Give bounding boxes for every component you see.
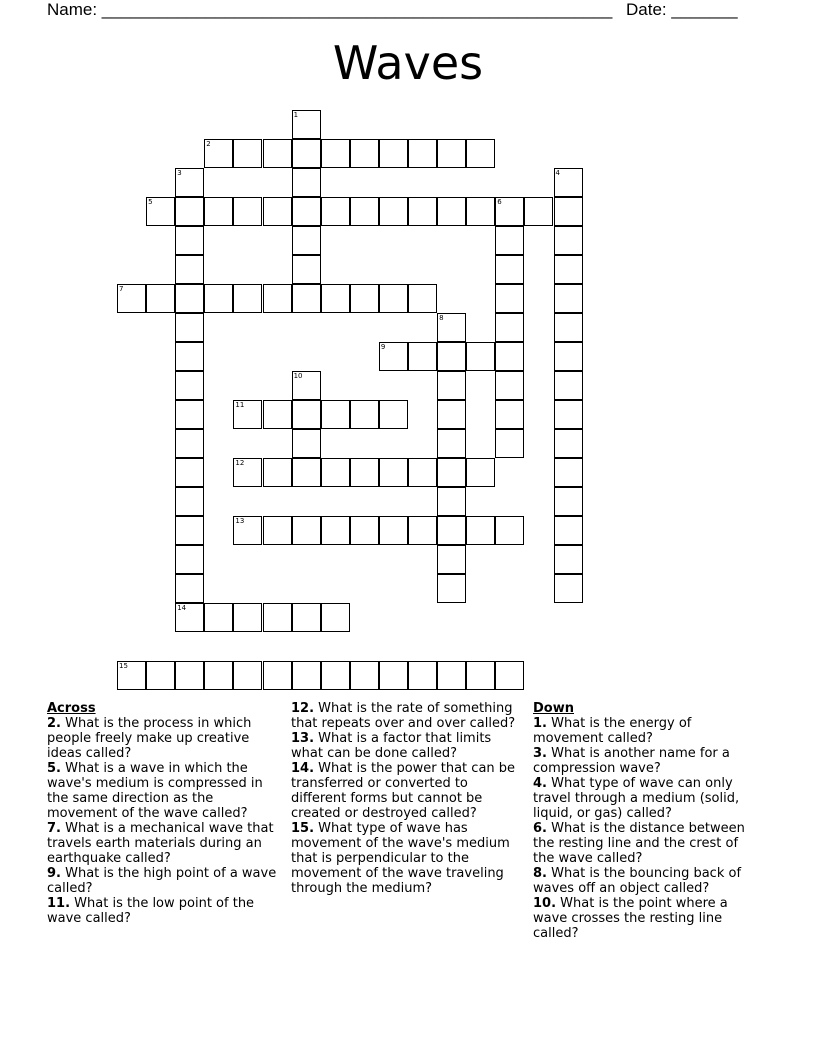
grid-cell[interactable] <box>292 458 321 487</box>
clue-text: What is the high point of a wave called? <box>47 866 277 896</box>
grid-cell[interactable] <box>263 400 292 429</box>
clue <box>291 761 521 821</box>
grid-cell[interactable] <box>379 458 408 487</box>
grid-cell[interactable] <box>292 255 321 284</box>
clue-text: What is the energy of movement called? <box>533 716 692 746</box>
clue-text: What is another name for a compression wave? <box>533 746 730 776</box>
grid-cell[interactable] <box>204 284 233 313</box>
clue-number: 8 <box>439 314 444 322</box>
clue-number: 13. <box>291 731 315 746</box>
grid-cell[interactable] <box>321 516 350 545</box>
grid-cell[interactable] <box>233 603 262 632</box>
clue-number: 14 <box>177 604 187 612</box>
grid-cell[interactable] <box>408 342 437 371</box>
grid-cell[interactable] <box>175 487 204 516</box>
clue-number: 1. <box>533 716 547 731</box>
grid-cell[interactable] <box>233 516 262 545</box>
grid-cell[interactable] <box>495 284 524 313</box>
grid-cell[interactable] <box>117 284 146 313</box>
grid-cell[interactable] <box>175 255 204 284</box>
clue <box>533 866 763 896</box>
clue <box>291 701 521 731</box>
grid-cell[interactable] <box>292 603 321 632</box>
grid-cell[interactable] <box>437 400 466 429</box>
grid-cell[interactable] <box>495 255 524 284</box>
grid-cell[interactable] <box>554 313 583 342</box>
grid-cell[interactable] <box>321 458 350 487</box>
clue-number: 4 <box>555 169 560 177</box>
grid-cell[interactable] <box>495 313 524 342</box>
clue-text: What is the process in which people freely make up creative ideas called? <box>47 716 252 761</box>
grid-cell[interactable] <box>466 342 495 371</box>
grid-cell[interactable] <box>466 516 495 545</box>
across-clues-col2 <box>291 701 521 896</box>
grid-cell[interactable] <box>437 429 466 458</box>
grid-cell[interactable] <box>554 458 583 487</box>
name-field[interactable]: Name: ______________________________________________________ <box>47 0 613 19</box>
grid-cell[interactable] <box>263 458 292 487</box>
grid-cell[interactable] <box>408 458 437 487</box>
grid-cell[interactable] <box>204 603 233 632</box>
clue <box>47 896 285 926</box>
grid-cell[interactable] <box>233 661 262 690</box>
grid-cell[interactable] <box>350 197 379 226</box>
grid-cell[interactable] <box>408 197 437 226</box>
grid-cell[interactable] <box>175 313 204 342</box>
grid-cell[interactable] <box>175 516 204 545</box>
grid-cell[interactable] <box>379 516 408 545</box>
grid-cell[interactable] <box>554 342 583 371</box>
grid-cell[interactable] <box>350 458 379 487</box>
clue-number: 4. <box>533 776 547 791</box>
clue <box>291 821 521 896</box>
clue <box>47 866 285 896</box>
grid-cell[interactable] <box>379 400 408 429</box>
clue-number: 3. <box>533 746 547 761</box>
grid-cell[interactable] <box>495 516 524 545</box>
grid-cell[interactable] <box>466 458 495 487</box>
grid-cell[interactable] <box>175 168 204 197</box>
grid-cell[interactable] <box>292 371 321 400</box>
grid-cell[interactable] <box>292 168 321 197</box>
grid-cell[interactable] <box>233 284 262 313</box>
clue <box>291 731 521 761</box>
clue-number: 8. <box>533 866 547 881</box>
grid-cell[interactable] <box>466 661 495 690</box>
clue-number: 5. <box>47 761 61 776</box>
grid-cell[interactable] <box>554 545 583 574</box>
grid-cell[interactable] <box>233 400 262 429</box>
grid-cell[interactable] <box>524 197 553 226</box>
grid-cell[interactable] <box>292 110 321 139</box>
clue-text: What is the rate of something that repeats over and over called? <box>291 701 516 731</box>
grid-cell[interactable] <box>408 139 437 168</box>
grid-cell[interactable] <box>379 342 408 371</box>
grid-cell[interactable] <box>495 661 524 690</box>
grid-cell[interactable] <box>350 139 379 168</box>
clue-number: 2. <box>47 716 61 731</box>
grid-cell[interactable] <box>292 139 321 168</box>
grid-cell[interactable] <box>321 661 350 690</box>
grid-cell[interactable] <box>554 255 583 284</box>
grid-cell[interactable] <box>292 226 321 255</box>
grid-cell[interactable] <box>437 545 466 574</box>
clue <box>533 821 763 866</box>
grid-cell[interactable] <box>263 516 292 545</box>
grid-cell[interactable] <box>554 284 583 313</box>
grid-cell[interactable] <box>408 661 437 690</box>
grid-cell[interactable] <box>437 516 466 545</box>
grid-cell[interactable] <box>437 487 466 516</box>
grid-cell[interactable] <box>554 574 583 603</box>
grid-cell[interactable] <box>263 603 292 632</box>
clue-number: 6 <box>497 198 502 206</box>
grid-cell[interactable] <box>175 400 204 429</box>
grid-cell[interactable] <box>292 661 321 690</box>
grid-cell[interactable] <box>554 168 583 197</box>
grid-cell[interactable] <box>554 400 583 429</box>
clue-number: 2 <box>206 140 211 148</box>
grid-cell[interactable] <box>292 284 321 313</box>
grid-cell[interactable] <box>554 226 583 255</box>
grid-cell[interactable] <box>321 197 350 226</box>
grid-cell[interactable] <box>204 139 233 168</box>
grid-cell[interactable] <box>175 284 204 313</box>
grid-cell[interactable] <box>263 661 292 690</box>
grid-cell[interactable] <box>554 371 583 400</box>
clue <box>533 716 763 746</box>
grid-cell[interactable] <box>408 516 437 545</box>
grid-cell[interactable] <box>292 197 321 226</box>
clue-number: 12 <box>235 459 245 467</box>
down-clues <box>533 701 763 941</box>
grid-cell[interactable] <box>350 661 379 690</box>
clue-text: What is the power that can be transferred or converted to different forms but cannot be created or destroyed called? <box>291 761 516 821</box>
grid-cell[interactable] <box>175 197 204 226</box>
grid-cell[interactable] <box>437 313 466 342</box>
clue-text: What is the low point of the wave called? <box>47 896 255 926</box>
grid-cell[interactable] <box>263 284 292 313</box>
grid-cell[interactable] <box>292 400 321 429</box>
clue-text: What is the bouncing back of waves off an object called? <box>533 866 742 896</box>
clue-number: 11. <box>47 896 71 911</box>
grid-cell[interactable] <box>117 661 146 690</box>
clue-text: What type of wave can only travel through a medium (solid, liquid, or gas) called? <box>533 776 740 821</box>
grid-cell[interactable] <box>437 458 466 487</box>
grid-cell[interactable] <box>146 197 175 226</box>
grid-cell[interactable] <box>175 458 204 487</box>
clue-text: What is the point where a wave crosses the resting line called? <box>533 896 728 941</box>
clue-number: 15. <box>291 821 315 836</box>
clue <box>47 821 285 866</box>
grid-cell[interactable] <box>233 458 262 487</box>
clue-number: 7 <box>119 285 124 293</box>
clue <box>533 896 763 941</box>
across-clues-col1 <box>47 701 285 926</box>
page-title: Waves <box>332 36 484 90</box>
grid-cell[interactable] <box>437 661 466 690</box>
grid-cell[interactable] <box>554 429 583 458</box>
grid-cell[interactable] <box>495 342 524 371</box>
grid-cell[interactable] <box>379 139 408 168</box>
grid-cell[interactable] <box>175 603 204 632</box>
grid-cell[interactable] <box>437 197 466 226</box>
grid-cell[interactable] <box>466 139 495 168</box>
down-heading: Down <box>533 701 574 716</box>
grid-cell[interactable] <box>437 342 466 371</box>
grid-cell[interactable] <box>175 661 204 690</box>
clue-text: What is a factor that limits what can be done called? <box>291 731 492 761</box>
grid-cell[interactable] <box>175 429 204 458</box>
grid-cell[interactable] <box>350 516 379 545</box>
grid-cell[interactable] <box>263 197 292 226</box>
grid-cell[interactable] <box>292 429 321 458</box>
clue <box>47 761 285 821</box>
grid-cell[interactable] <box>321 139 350 168</box>
clue-number: 10. <box>533 896 557 911</box>
grid-cell[interactable] <box>466 197 495 226</box>
grid-cell[interactable] <box>437 139 466 168</box>
grid-cell[interactable] <box>379 284 408 313</box>
date-field[interactable]: Date: _______ <box>626 0 738 19</box>
clue-number: 15 <box>119 662 128 670</box>
grid-cell[interactable] <box>350 400 379 429</box>
clue-text: What is the distance between the resting line and the crest of the wave called? <box>533 821 745 866</box>
across-heading: Across <box>47 701 96 716</box>
grid-cell[interactable] <box>146 661 175 690</box>
clue <box>533 776 763 821</box>
grid-cell[interactable] <box>233 139 262 168</box>
grid-cell[interactable] <box>437 371 466 400</box>
clue-number: 9. <box>47 866 61 881</box>
grid-cell[interactable] <box>408 284 437 313</box>
grid-cell[interactable] <box>554 197 583 226</box>
grid-cell[interactable] <box>263 139 292 168</box>
grid-cell[interactable] <box>175 545 204 574</box>
clue-text: What type of wave has movement of the wave's medium that is perpendicular to the movement of the wave traveling through the medium? <box>291 821 510 896</box>
grid-cell[interactable] <box>175 342 204 371</box>
grid-cell[interactable] <box>233 197 262 226</box>
grid-cell[interactable] <box>204 661 233 690</box>
grid-cell[interactable] <box>379 197 408 226</box>
clue-number: 12. <box>291 701 315 716</box>
clue-number: 10 <box>293 372 303 380</box>
clue-number: 5 <box>148 198 153 206</box>
grid-cell[interactable] <box>554 487 583 516</box>
grid-cell[interactable] <box>495 197 524 226</box>
grid-cell[interactable] <box>175 226 204 255</box>
grid-cell[interactable] <box>554 516 583 545</box>
clue-text: What is a wave in which the wave's medium is compressed in the same direction as the movement of the wave called? <box>47 761 263 821</box>
grid-cell[interactable] <box>495 400 524 429</box>
grid-cell[interactable] <box>175 574 204 603</box>
grid-cell[interactable] <box>175 371 204 400</box>
clue-number: 7. <box>47 821 61 836</box>
grid-cell[interactable] <box>379 661 408 690</box>
grid-cell[interactable] <box>204 197 233 226</box>
clue-number: 9 <box>380 343 386 351</box>
grid-cell[interactable] <box>321 400 350 429</box>
grid-cell[interactable] <box>321 603 350 632</box>
grid-cell[interactable] <box>495 429 524 458</box>
clue-number: 11 <box>235 401 245 409</box>
clue-number: 1 <box>293 111 299 119</box>
grid-cell[interactable] <box>321 284 350 313</box>
clue <box>47 716 285 761</box>
clue-number: 6. <box>533 821 547 836</box>
grid-cell[interactable] <box>495 226 524 255</box>
grid-cell[interactable] <box>495 371 524 400</box>
clue-text: What is a mechanical wave that travels earth materials during an earthquake called? <box>47 821 274 866</box>
grid-cell[interactable] <box>350 284 379 313</box>
clue-number: 14. <box>291 761 315 776</box>
grid-cell[interactable] <box>292 516 321 545</box>
clue-number: 13 <box>235 517 245 525</box>
clue <box>533 746 763 776</box>
clue-number: 3 <box>177 169 182 177</box>
grid-cell[interactable] <box>146 284 175 313</box>
grid-cell[interactable] <box>437 574 466 603</box>
